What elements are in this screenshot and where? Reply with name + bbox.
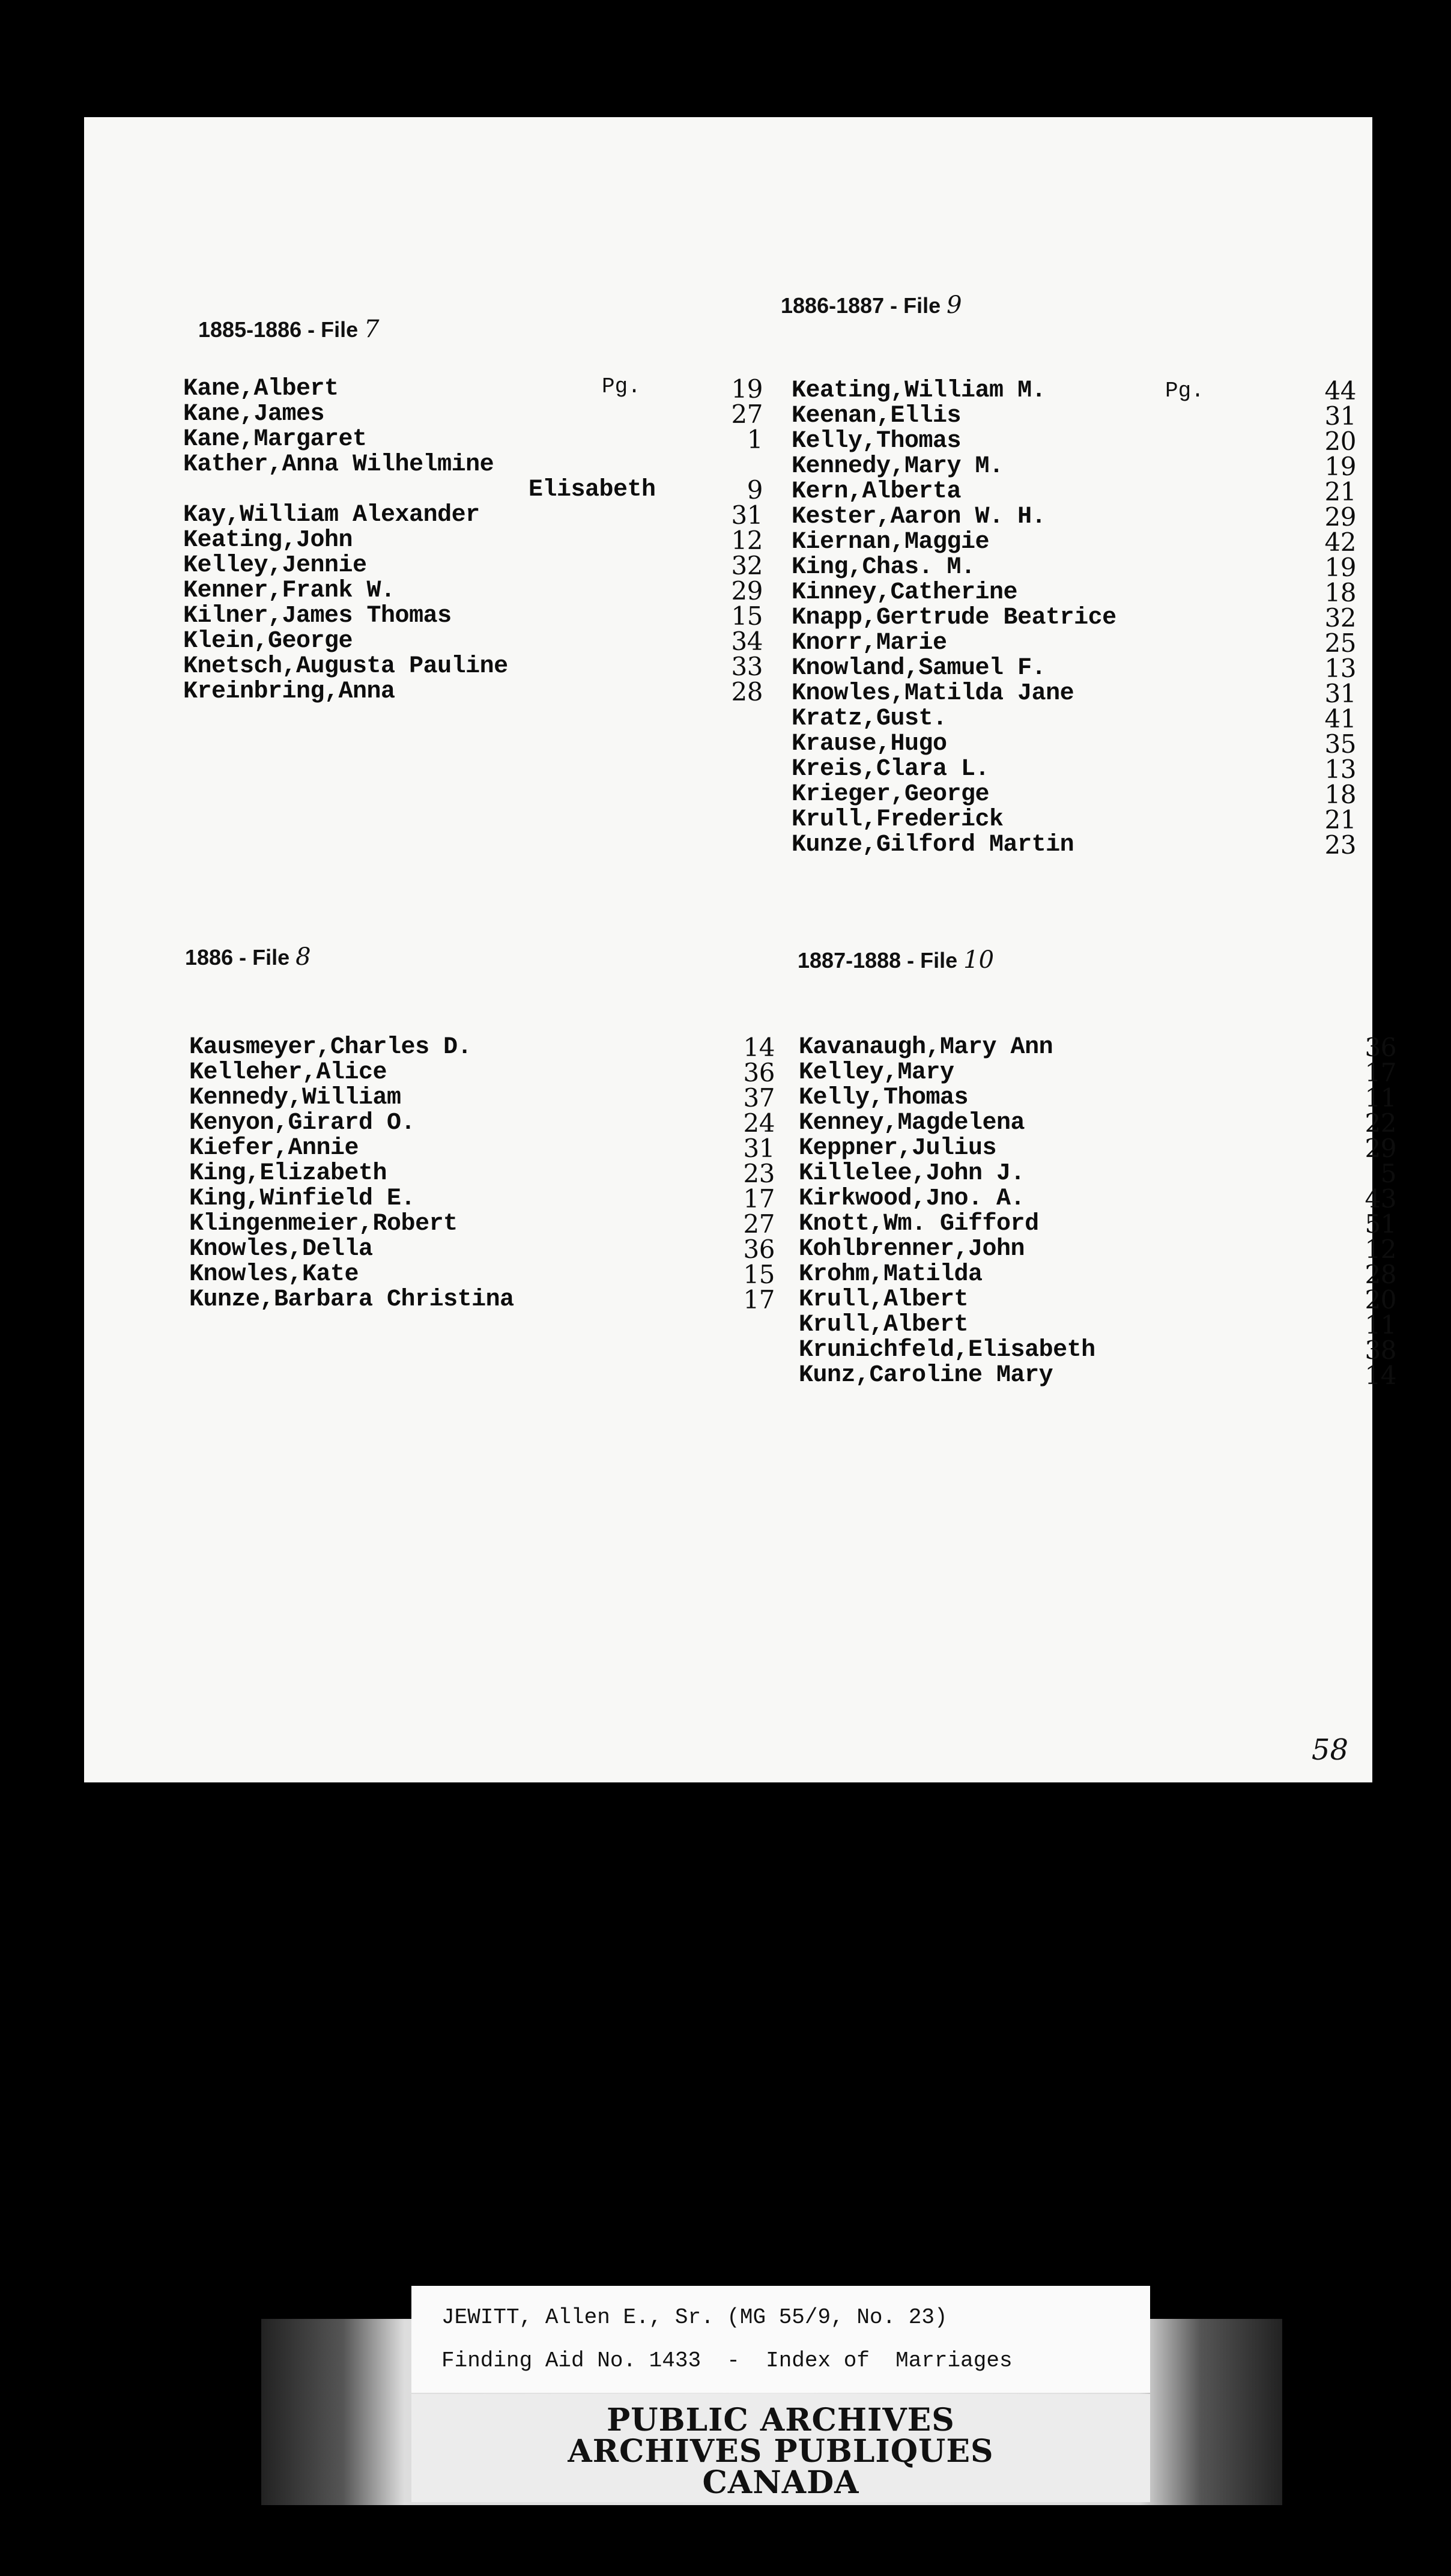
entry-name: Kreinbring,Anna bbox=[183, 678, 395, 705]
entry-page: 13 bbox=[1324, 654, 1356, 683]
entry-page: 23 bbox=[1324, 830, 1356, 860]
entry-page: 15 bbox=[731, 601, 763, 631]
entry-name: Kane,Margaret bbox=[183, 426, 367, 453]
entry-page: 35 bbox=[1324, 729, 1356, 759]
entry-page: 31 bbox=[743, 1134, 775, 1163]
entry-page: 34 bbox=[731, 627, 763, 656]
entry-name: Kenney,Magdelena bbox=[799, 1110, 1025, 1137]
entry-page: 27 bbox=[743, 1209, 775, 1239]
file-number: 10 bbox=[963, 946, 995, 974]
section-title-text: 1886 - File bbox=[185, 945, 290, 970]
entry-page: 21 bbox=[1324, 805, 1356, 834]
entry-name: Keppner,Julius bbox=[799, 1135, 997, 1162]
entry-name: Krause,Hugo bbox=[792, 731, 947, 758]
entry-page: 36 bbox=[1365, 1033, 1396, 1062]
entry-page: 22 bbox=[1365, 1108, 1396, 1138]
entry-name: Knott,Wm. Gifford bbox=[799, 1211, 1039, 1238]
stamp-line-3: CANADA bbox=[702, 2464, 859, 2501]
entry-page: 20 bbox=[1365, 1285, 1396, 1314]
entry-name: Kay,William Alexander bbox=[183, 502, 480, 529]
entry-page: 11 bbox=[1365, 1083, 1396, 1113]
entry-page: 29 bbox=[731, 576, 763, 606]
pg-label: Pg. bbox=[602, 374, 641, 399]
entry-page: 19 bbox=[731, 374, 763, 404]
entry-page: 5 bbox=[1380, 1159, 1396, 1188]
entry-page: 24 bbox=[743, 1108, 775, 1138]
entry-name: Kelley,Mary bbox=[799, 1059, 954, 1086]
section-title-text: 1885-1886 - File bbox=[198, 317, 359, 342]
entry-page: 31 bbox=[731, 500, 763, 530]
file-number: 8 bbox=[295, 943, 311, 971]
entry-name: Kratz,Gust. bbox=[792, 705, 947, 732]
entry-page: 37 bbox=[743, 1083, 775, 1113]
entry-name: Kelly,Thomas bbox=[799, 1084, 969, 1111]
label-line-2: Finding Aid No. 1433 - Index of Marriages bbox=[441, 2348, 1013, 2373]
entry-name: Keating,William M. bbox=[792, 377, 1046, 404]
section-title-text: 1887-1888 - File bbox=[798, 948, 958, 973]
entry-page: 43 bbox=[1365, 1184, 1396, 1214]
entry-page: 25 bbox=[1324, 628, 1356, 658]
entry-name: Kunz,Caroline Mary bbox=[799, 1362, 1053, 1389]
entry-page: 32 bbox=[1324, 603, 1356, 633]
entry-page: 18 bbox=[1324, 780, 1356, 809]
entry-name: Kinney,Catherine bbox=[792, 579, 1018, 606]
entry-page: 17 bbox=[1365, 1058, 1396, 1087]
entry-name: Kelly,Thomas bbox=[792, 428, 962, 455]
entry-page: 36 bbox=[743, 1058, 775, 1087]
entry-page: 31 bbox=[1324, 679, 1356, 708]
entry-name: Kather,Anna Wilhelmine bbox=[183, 451, 494, 478]
entry-name: Kester,Aaron W. H. bbox=[792, 503, 1046, 530]
entry-page: 27 bbox=[731, 399, 763, 429]
entry-name: Knowles,Della bbox=[189, 1236, 373, 1263]
label-line-1: JEWITT, Allen E., Sr. (MG 55/9, No. 23) bbox=[441, 2305, 948, 2330]
section-title-1887-1888 bbox=[798, 946, 994, 974]
entry-name: King,Elizabeth bbox=[189, 1160, 387, 1187]
entry-page: 12 bbox=[731, 526, 763, 555]
file-number: 7 bbox=[364, 315, 380, 343]
entry-name: Kausmeyer,Charles D. bbox=[189, 1034, 472, 1061]
entry-page: 11 bbox=[1365, 1310, 1396, 1340]
entry-page: 20 bbox=[1324, 427, 1356, 456]
pg-label: Pg. bbox=[1165, 378, 1204, 403]
entry-name: Krunichfeld,Elisabeth bbox=[799, 1337, 1095, 1364]
entry-name: Kenyon,Girard O. bbox=[189, 1110, 416, 1137]
entry-name: Kunze,Barbara Christina bbox=[189, 1286, 514, 1313]
entry-name: Krull,Frederick bbox=[792, 806, 1004, 833]
entry-name: Kunze,Gilford Martin bbox=[792, 831, 1074, 858]
entry-name: King,Winfield E. bbox=[189, 1185, 416, 1212]
entry-name: Knowles,Matilda Jane bbox=[792, 680, 1074, 707]
archive-stamp bbox=[411, 2394, 1150, 2502]
entry-name: Knorr,Marie bbox=[792, 630, 947, 657]
entry-page: 28 bbox=[731, 677, 763, 706]
entry-name: Kiernan,Maggie bbox=[792, 529, 990, 556]
entry-page: 29 bbox=[1365, 1134, 1396, 1163]
entry-name: Kennedy,William bbox=[189, 1084, 401, 1111]
entry-page: 31 bbox=[1324, 401, 1356, 431]
entry-name: Kiefer,Annie bbox=[189, 1135, 359, 1162]
section-title-1886 bbox=[185, 943, 311, 971]
entry-name: Klein,George bbox=[183, 628, 353, 655]
entry-name: Krull,Albert bbox=[799, 1286, 969, 1313]
finding-aid-label bbox=[411, 2286, 1150, 2393]
entry-page: 36 bbox=[743, 1235, 775, 1264]
entry-page: 1 bbox=[747, 425, 763, 454]
entry-name: Kohlbrenner,John bbox=[799, 1236, 1025, 1263]
entry-name: Knetsch,Augusta Pauline bbox=[183, 653, 508, 680]
entry-name: Kavanaugh,Mary Ann bbox=[799, 1034, 1053, 1061]
entry-name: Killelee,John J. bbox=[799, 1160, 1025, 1187]
entry-name: Kreis,Clara L. bbox=[792, 756, 990, 783]
entry-name: Kern,Alberta bbox=[792, 478, 962, 505]
section-title-text: 1886-1887 - File bbox=[781, 293, 941, 318]
entry-name: Klingenmeier,Robert bbox=[189, 1211, 458, 1238]
stamp-line-1: PUBLIC ARCHIVES bbox=[607, 2402, 955, 2438]
entry-page: 15 bbox=[743, 1260, 775, 1289]
entry-name: King,Chas. M. bbox=[792, 554, 975, 581]
entry-name: Krieger,George bbox=[792, 781, 990, 808]
stamp-line-2: ARCHIVES PUBLIQUES bbox=[568, 2433, 994, 2470]
entry-name: Kenner,Frank W. bbox=[183, 577, 395, 604]
entry-name: Krull,Albert bbox=[799, 1311, 969, 1338]
entry-page: 23 bbox=[743, 1159, 775, 1188]
section-title-1886-1887 bbox=[781, 291, 962, 319]
entry-page: 32 bbox=[731, 551, 763, 580]
section-title-1885-1886 bbox=[198, 315, 380, 343]
entry-page: 17 bbox=[743, 1285, 775, 1314]
entry-name: Kelley,Jennie bbox=[183, 552, 367, 579]
entry-name: Knowles,Kate bbox=[189, 1261, 359, 1288]
entry-name: Kane,Albert bbox=[183, 375, 339, 402]
entry-page: 28 bbox=[1365, 1260, 1396, 1289]
file-number: 9 bbox=[947, 291, 962, 319]
document-page bbox=[84, 117, 1396, 1782]
entry-page: 33 bbox=[731, 652, 763, 681]
entry-page: 14 bbox=[1365, 1361, 1396, 1390]
entry-name: Krohm,Matilda bbox=[799, 1261, 983, 1288]
entry-page: 17 bbox=[743, 1184, 775, 1214]
entry-page: 38 bbox=[1365, 1335, 1396, 1365]
entry-name: Kane,James bbox=[183, 401, 325, 428]
entry-page: 18 bbox=[1324, 578, 1356, 607]
entry-page: 44 bbox=[1324, 376, 1356, 406]
entry-page: 21 bbox=[1324, 477, 1356, 506]
entry-page: 14 bbox=[743, 1033, 775, 1062]
entry-name: Kirkwood,Jno. A. bbox=[799, 1185, 1025, 1212]
entry-name: Kelleher,Alice bbox=[189, 1059, 387, 1086]
entry-name: Knapp,Gertrude Beatrice bbox=[792, 604, 1116, 631]
entry-name: Elisabeth bbox=[529, 476, 656, 503]
entry-page: 42 bbox=[1324, 527, 1356, 557]
entry-name: Keating,John bbox=[183, 527, 353, 554]
entry-page: 29 bbox=[1324, 502, 1356, 532]
page-number: 58 bbox=[1311, 1733, 1348, 1767]
entry-name: Keenan,Ellis bbox=[792, 402, 962, 430]
entry-page: 51 bbox=[1365, 1209, 1396, 1239]
entry-page: 19 bbox=[1324, 452, 1356, 481]
entry-page: 9 bbox=[747, 475, 763, 505]
entry-page: 19 bbox=[1324, 553, 1356, 582]
entry-page: 41 bbox=[1324, 704, 1356, 734]
entry-page: 13 bbox=[1324, 755, 1356, 784]
entry-name: Kilner,James Thomas bbox=[183, 603, 452, 630]
entry-name: Kennedy,Mary M. bbox=[792, 453, 1004, 480]
entry-name: Knowland,Samuel F. bbox=[792, 655, 1046, 682]
entry-page: 12 bbox=[1365, 1235, 1396, 1264]
